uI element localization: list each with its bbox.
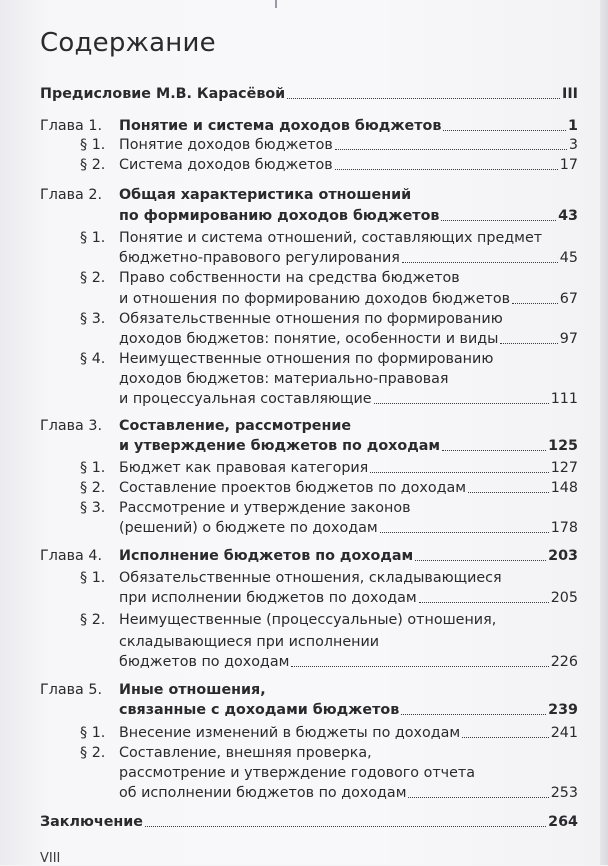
- toc-entry-title: Предисловие М.В. Карасёвой: [40, 86, 286, 102]
- section-number: § 1.: [80, 570, 106, 586]
- toc-entry-title: и утверждение бюджетов по доходам: [119, 438, 441, 454]
- toc-entry-page: 97: [559, 331, 578, 347]
- toc-entry-title: Составление, внешняя проверка,: [119, 745, 372, 761]
- toc-entry-page: 178: [550, 520, 578, 536]
- toc-entry: [0, 610, 608, 630]
- toc-entry-title: Рассмотрение и утверждение законов: [119, 500, 411, 516]
- toc-entry-page: 125: [548, 438, 578, 454]
- toc-entry: [0, 518, 608, 538]
- toc-entry-page: 203: [548, 548, 578, 564]
- dot-leader: [370, 472, 548, 473]
- dot-leader: [468, 492, 549, 493]
- chapter-number: Глава 5.: [40, 682, 102, 698]
- toc-entry-page: III: [562, 86, 578, 102]
- toc-entry-title: по формированию доходов бюджетов: [119, 208, 440, 224]
- toc-entry: [0, 349, 608, 369]
- toc-entry-page: 111: [550, 391, 578, 407]
- toc-entry: [0, 84, 608, 104]
- toc-entry-page: 148: [550, 480, 578, 496]
- section-number: § 2.: [80, 745, 106, 761]
- toc-entry-title: связанные с доходами бюджетов: [119, 702, 400, 718]
- toc-entry-title: Иные отношения,: [119, 682, 266, 698]
- chapter-number: Глава 4.: [40, 548, 102, 564]
- toc-entry-title: Неимущественные отношения по формированию: [119, 351, 494, 367]
- top-mark: [275, 0, 277, 8]
- toc-entry: [0, 228, 608, 248]
- dot-leader: [145, 826, 546, 827]
- section-number: § 1.: [80, 725, 106, 741]
- section-number: § 2.: [80, 270, 106, 286]
- section-number: § 2.: [80, 612, 106, 628]
- dot-leader: [408, 797, 548, 798]
- toc-entry-title: Обязательственные отношения по формированию: [119, 311, 503, 327]
- dot-leader: [335, 169, 558, 170]
- dot-leader: [401, 714, 546, 715]
- toc-entry-title: доходов бюджетов: понятие, особенности и виды: [119, 331, 499, 347]
- toc-entry: [0, 416, 608, 436]
- toc-entry: [0, 268, 608, 288]
- toc-entry-title: Исполнение бюджетов по доходам: [119, 548, 414, 564]
- dot-leader: [287, 98, 560, 99]
- toc-entry-title: бюджетно-правового регулирования: [119, 250, 400, 266]
- toc-entry-title: при исполнении бюджетов по доходам: [119, 590, 417, 606]
- toc-entry-page: 253: [550, 785, 578, 801]
- toc-entry: [0, 309, 608, 329]
- section-number: § 1.: [80, 460, 106, 476]
- toc-entry: [0, 588, 608, 608]
- dot-leader: [500, 343, 557, 344]
- section-number: § 1.: [80, 137, 106, 153]
- toc-entry: [0, 369, 608, 389]
- section-number: § 2.: [80, 157, 106, 173]
- dot-leader: [419, 602, 549, 603]
- toc-entry-page: 45: [559, 250, 578, 266]
- toc-entry: [0, 546, 608, 566]
- toc-entry-title: Неимущественные (процессуальные) отношения,: [119, 612, 497, 628]
- dot-leader: [415, 560, 546, 561]
- toc-entry: [0, 436, 608, 456]
- toc-entry: [0, 289, 608, 309]
- toc-entry-page: 43: [558, 208, 578, 224]
- dot-leader: [443, 130, 566, 131]
- dot-leader: [441, 220, 556, 221]
- toc-entry: [0, 632, 608, 652]
- toc-entry-page: 264: [548, 814, 578, 830]
- toc-entry-title: рассмотрение и утверждение годового отчета: [119, 765, 476, 781]
- toc-entry-title: об исполнении бюджетов по доходам: [119, 785, 407, 801]
- section-number: § 1.: [80, 230, 106, 246]
- toc-entry: [0, 652, 608, 672]
- section-number: § 3.: [80, 500, 106, 516]
- toc-entry-title: Система доходов бюджетов: [119, 157, 333, 173]
- toc-entry-page: 1: [568, 118, 578, 134]
- toc-entry: [0, 329, 608, 349]
- toc-entry: [0, 155, 608, 175]
- toc-entry: [0, 458, 608, 478]
- toc-entry-title: и процессуальная составляющие: [119, 391, 372, 407]
- toc-entry-title: Право собственности на средства бюджетов: [119, 270, 460, 286]
- toc-entry-page: 67: [559, 291, 578, 307]
- dot-leader: [291, 666, 548, 667]
- toc-entry-title: (решений) о бюджете по доходам: [119, 520, 378, 536]
- toc-entry: [0, 568, 608, 588]
- toc-entry-title: Составление, рассмотрение: [119, 418, 352, 434]
- toc-entry: [0, 248, 608, 268]
- page-number: VIII: [40, 851, 61, 866]
- section-number: § 2.: [80, 480, 106, 496]
- toc-entry-title: доходов бюджетов: материально-правовая: [119, 371, 449, 387]
- toc-entry-title: Общая характеристика отношений: [119, 187, 412, 203]
- toc-entry-page: 226: [550, 654, 578, 670]
- toc-entry: [0, 478, 608, 498]
- toc-entry-title: Понятие доходов бюджетов: [119, 137, 333, 153]
- toc-entry: [0, 135, 608, 155]
- toc-entry: [0, 680, 608, 700]
- section-number: § 4.: [80, 351, 106, 367]
- chapter-number: Глава 2.: [40, 187, 102, 203]
- dot-leader: [402, 262, 558, 263]
- toc-entry-title: Обязательственные отношения, складывающиеся: [119, 570, 502, 586]
- toc-entry-title: Понятие и система доходов бюджетов: [119, 118, 442, 134]
- toc-entry: [0, 498, 608, 518]
- page-title: Содержание: [40, 28, 216, 58]
- toc-entry-title: Внесение изменений в бюджеты по доходам: [119, 725, 461, 741]
- chapter-number: Глава 1.: [40, 118, 102, 134]
- toc-entry: [0, 723, 608, 743]
- toc-entry-title: и отношения по формированию доходов бюджетов: [119, 291, 511, 307]
- toc-entry: [0, 389, 608, 409]
- toc-entry-page: 17: [559, 157, 578, 173]
- toc-entry: [0, 206, 608, 226]
- toc-entry-title: бюджетов по доходам: [119, 654, 290, 670]
- toc-entry: [0, 185, 608, 205]
- toc-entry-title: Составление проектов бюджетов по доходам: [119, 480, 467, 496]
- chapter-number: Глава 3.: [40, 418, 102, 434]
- toc-entry: [0, 743, 608, 763]
- dot-leader: [512, 303, 558, 304]
- toc-entry-page: 241: [550, 725, 578, 741]
- dot-leader: [442, 450, 546, 451]
- toc-entry: [0, 812, 608, 832]
- toc-entry-title: Бюджет как правовая категория: [119, 460, 369, 476]
- toc-entry: [0, 116, 608, 136]
- toc-entry-title: Понятие и система отношений, составляющих предмет: [119, 230, 543, 246]
- toc-entry: [0, 783, 608, 803]
- toc-entry-page: 239: [548, 702, 578, 718]
- dot-leader: [374, 403, 549, 404]
- dot-leader: [380, 532, 549, 533]
- toc-entry: [0, 700, 608, 720]
- toc-entry-page: 127: [550, 460, 578, 476]
- toc-entry-title: складывающиеся при исполнении: [119, 634, 380, 650]
- dot-leader: [462, 737, 549, 738]
- dot-leader: [335, 149, 567, 150]
- toc-entry-page: 205: [550, 590, 578, 606]
- toc-entry-title: Заключение: [40, 814, 143, 830]
- toc-entry-page: 3: [568, 137, 578, 153]
- toc-entry: [0, 763, 608, 783]
- section-number: § 3.: [80, 311, 106, 327]
